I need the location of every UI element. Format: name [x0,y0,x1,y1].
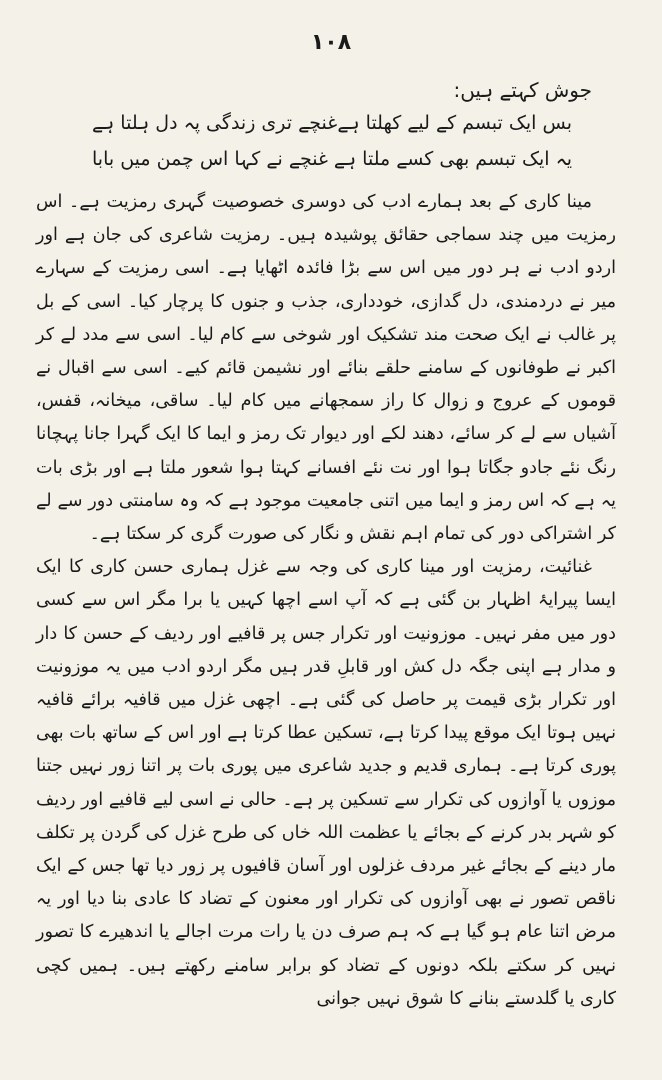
couplet-2-second-hemistich: یہ ایک تبسم بھی کسے ملتا ہے [333,148,572,170]
couplet-1 [92,112,572,134]
couplet-1-second-hemistich: بس ایک تبسم کے لیے کھلتا ہے [337,112,572,134]
page-number: ۱۰۸ [310,30,352,55]
paragraph-2: غنائیت، رمزیت اور مینا کاری کی وجہ سے غزل ہماری حسن کاری کا ایک ایسا پیرایۂ اظہار بن گئی ہے کہ آپ اسے اچھا کہیں یا برا مگر اس سے کسی دور میں مفر نہیں۔ موزونیت اور تکرار جس پر قافیے اور ردیف کے حسن کا دار و مدار ہے اپنی جگہ دل کش اور قابلِ قدر ہیں مگر اردو ادب میں یہ موزونیت اور تکرار بڑی قیمت پر حاصل کی گئی ہے۔ اچھی غزل میں قافیہ برائے قافیہ نہیں ہوتا ایک موقع پیدا کرتا ہے، تسکین عطا کرتا ہے اور اس کے ساتھ بات بھی پوری کرتا ہے۔ ہماری قدیم و جدید شاعری میں پوری بات پر اتنا زور نہیں جتنا موزوں یا آوازوں کی تکرار سے تسکین پر ہے۔ حالی نے اسی لیے قافیے اور ردیف کو شہر بدر کرنے کے بجائے یا عظمت اللہ خاں کی طرح غزل کی گردن پر تکلف مار دینے کے بجائے غیر مردف غزلوں اور آسان قافیوں پر زور دیا تھا جس کے ایک ناقص تصور نے بھی آوازوں کی تکرار اور معنون کے تضاد کا عادی بنا دیا اور یہ مرض اتنا عام ہو گیا ہے کہ ہم صرف دن یا رات مرت اجالے یا اندھیرے کا تصور نہیں کر سکتے بلکہ دونوں کے تضاد کو برابر سامنے رکھتے ہیں۔ ہمیں کچی کاری یا گلدستے بنانے کا شوق نہیں جوانی [36,557,616,1009]
intro-line: جوش کہتے ہیں: [453,78,592,102]
couplet-2-first-hemistich: غنچے نے کہا اس چمن میں بابا [92,148,328,170]
couplet-1-first-hemistich: غنچے تری زندگی پہ دل ہلتا ہے [92,112,338,134]
couplet-2 [92,148,572,170]
paragraph-1: مینا کاری کے بعد ہمارے ادب کی دوسری خصوصیت گہری رمزیت ہے۔ اس رمزیت میں چند سماجی حقائق پوشیدہ ہیں۔ رمزیت شاعری کی جان ہے اور اردو ادب نے ہر دور میں اس سے بڑا فائدہ اٹھایا ہے۔ اسی رمزیت کے سہارے میر نے دردمندی، دل گدازی، خودداری، جذب و جنوں کا پرچار کیا۔ اسی کے بل پر غالب نے ایک صحت مند تشکیک اور شوخی سے کام لیا۔ اسی سے مدد لے کر اکبر نے طوفانوں کے سامنے حلقے بنائے اور نشیمن قائم کیے۔ اسی سے اقبال نے قوموں کے عروج و زوال کا راز سمجھانے میں کام لیا۔ ساقی، میخانہ، قفس، آشیاں سے لے کر سائے، دھند لکے اور دیوار تک رمز و ایما کا ایک گہرا جانا پہچانا رنگ نئے جادو جگاتا ہوا اور نت نئے افسانے کہتا ہوا شعور ملتا ہے اور بڑی بات یہ ہے کہ اس رمز و ایما میں اتنی جامعیت موجود ہے کہ وہ سامنتی دور سے لے کر اشتراکی دور کی تمام اہم نقش و نگار کی صورت گری کر سکتا ہے۔ [36,192,616,545]
body-text [36,186,616,1016]
